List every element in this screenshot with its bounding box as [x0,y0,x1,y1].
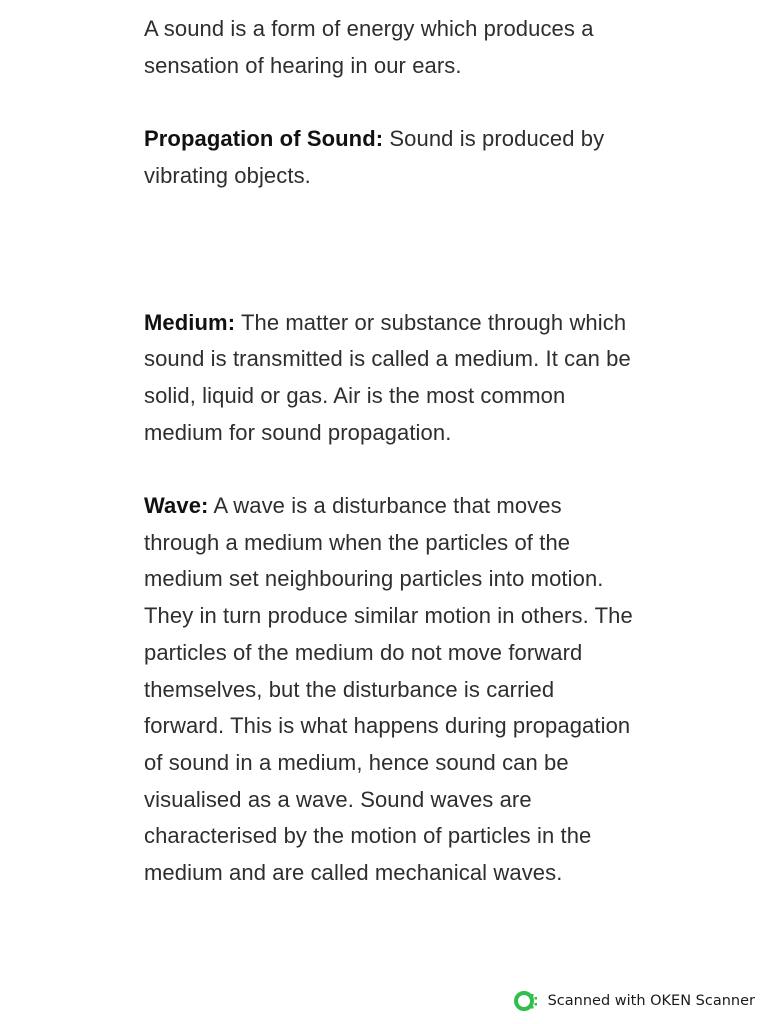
medium-text: The matter or substance through which sound is transmitted is called a medium. It can be solid, liquid or gas. Air is the most common medium for sound propagation. [144,309,631,445]
propagation-text: Sound is produced by vibrating objects. [144,126,605,188]
scanner-watermark [514,990,755,1012]
oken-scanner-logo-icon [514,990,540,1012]
intro-paragraph [144,11,634,84]
document-page [144,11,634,892]
scanner-watermark-label: Scanned with OKEN Scanner [547,993,755,1009]
wave-term: Wave: [144,493,209,518]
intro-text: A sound is a form of energy which produces a sensation of hearing in our ears. [144,16,594,78]
medium-paragraph [144,305,634,452]
wave-paragraph [144,488,634,892]
medium-term: Medium: [144,309,236,335]
propagation-term: Propagation of Sound: [144,126,384,152]
wave-text: A wave is a disturbance that moves through a medium when the particles of the medium set neighbouring particles into motion. They in turn produce similar motion in others. The particles of the medium do not move forward themselves, but the disturbance is carried forward. This is what happens during propagation of sound in a medium, hence sound can be visualised as a wave. Sound waves are characterised by the motion of particles in the medium and are called mechanical waves. [144,493,633,886]
propagation-paragraph [144,121,634,194]
